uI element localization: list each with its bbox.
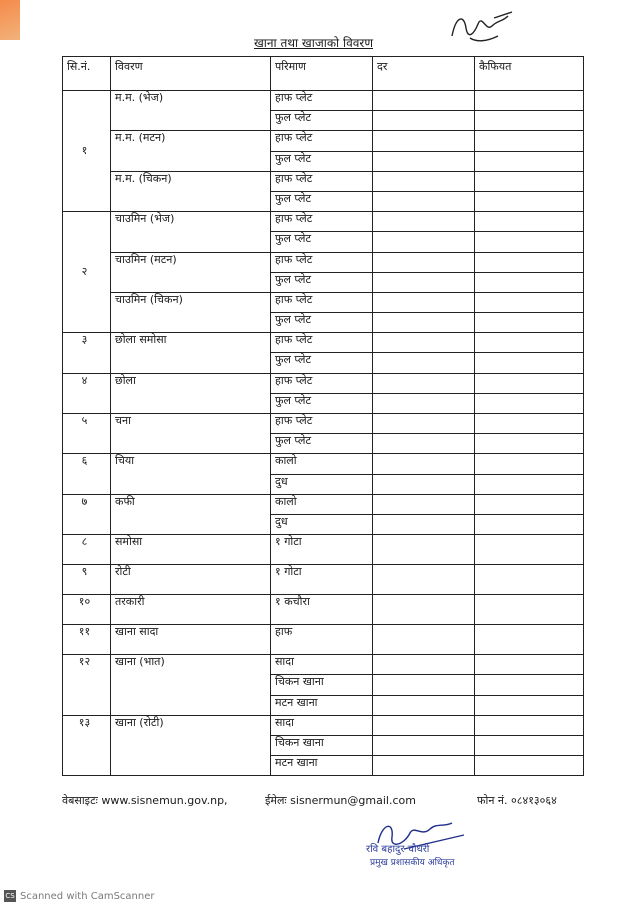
rate-cell	[373, 565, 475, 595]
remarks-cell	[475, 151, 584, 171]
rate-cell	[373, 111, 475, 131]
remarks-cell	[475, 565, 584, 595]
serial-cell: ११	[63, 625, 111, 655]
table-row	[63, 535, 584, 565]
rate-cell	[373, 434, 475, 454]
table-row	[63, 655, 584, 675]
serial-cell: १	[63, 91, 111, 212]
remarks-cell	[475, 131, 584, 151]
serial-cell: ३	[63, 333, 111, 373]
quantity-cell: फुल प्लेट	[271, 232, 373, 252]
item-cell: म.म. (मटन)	[111, 131, 271, 171]
item-cell: खाना (भात)	[111, 655, 271, 716]
item-cell: छोला	[111, 373, 271, 413]
item-cell: म.म. (चिकन)	[111, 171, 271, 211]
quantity-cell: १ गोटा	[271, 565, 373, 595]
quantity-cell: दुध	[271, 514, 373, 534]
table-row	[63, 292, 584, 312]
quantity-cell: फुल प्लेट	[271, 393, 373, 413]
item-cell: चना	[111, 414, 271, 454]
table-row	[63, 212, 584, 232]
rate-cell	[373, 535, 475, 565]
serial-cell: १२	[63, 655, 111, 716]
table-row	[63, 414, 584, 434]
item-cell: खाना (रोटी)	[111, 715, 271, 776]
remarks-cell	[475, 535, 584, 565]
remarks-cell	[475, 212, 584, 232]
serial-cell: १३	[63, 715, 111, 776]
remarks-cell	[475, 91, 584, 111]
quantity-cell: हाफ प्लेट	[271, 171, 373, 191]
remarks-cell	[475, 191, 584, 211]
official-signature-stamp	[360, 815, 490, 875]
table-row	[63, 373, 584, 393]
rate-cell	[373, 454, 475, 474]
quantity-cell: दुध	[271, 474, 373, 494]
rate-cell	[373, 131, 475, 151]
header-rate: दर	[373, 57, 475, 91]
rate-cell	[373, 151, 475, 171]
remarks-cell	[475, 232, 584, 252]
quantity-cell: चिकन खाना	[271, 675, 373, 695]
quantity-cell: चिकन खाना	[271, 735, 373, 755]
remarks-cell	[475, 454, 584, 474]
remarks-cell	[475, 474, 584, 494]
quantity-cell: हाफ	[271, 625, 373, 655]
serial-cell: २	[63, 212, 111, 333]
rate-cell	[373, 373, 475, 393]
quantity-cell: फुल प्लेट	[271, 191, 373, 211]
footer-website: वेबसाइटः www.sisnemun.gov.np,	[62, 794, 228, 807]
rate-cell	[373, 474, 475, 494]
table-row	[63, 625, 584, 655]
remarks-cell	[475, 675, 584, 695]
item-cell: चाउमिन (भेज)	[111, 212, 271, 252]
rate-cell	[373, 232, 475, 252]
header-remarks: कैफियत	[475, 57, 584, 91]
remarks-cell	[475, 373, 584, 393]
remarks-cell	[475, 514, 584, 534]
scanner-watermark	[4, 890, 155, 902]
serial-cell: ५	[63, 414, 111, 454]
quantity-cell: हाफ प्लेट	[271, 373, 373, 393]
rate-cell	[373, 313, 475, 333]
rate-cell	[373, 735, 475, 755]
quantity-cell: हाफ प्लेट	[271, 333, 373, 353]
rate-cell	[373, 272, 475, 292]
serial-cell: ९	[63, 565, 111, 595]
rate-cell	[373, 655, 475, 675]
table-row	[63, 91, 584, 111]
officer-title: प्रमुख प्रशासकीय अधिकृत	[370, 858, 455, 868]
table-row	[63, 565, 584, 595]
item-cell: चिया	[111, 454, 271, 494]
item-cell: रोटी	[111, 565, 271, 595]
quantity-cell: कालो	[271, 454, 373, 474]
camscanner-logo-icon: CS	[5, 892, 15, 900]
rate-cell	[373, 393, 475, 413]
remarks-cell	[475, 171, 584, 191]
rate-cell	[373, 292, 475, 312]
rate-cell	[373, 625, 475, 655]
quantity-cell: मटन खाना	[271, 695, 373, 715]
rate-cell	[373, 171, 475, 191]
quantity-cell: हाफ प्लेट	[271, 252, 373, 272]
table-row	[63, 595, 584, 625]
table-row	[63, 131, 584, 151]
remarks-cell	[475, 434, 584, 454]
serial-cell: ६	[63, 454, 111, 494]
header-item: विवरण	[111, 57, 271, 91]
quantity-cell: फुल प्लेट	[271, 272, 373, 292]
rate-cell	[373, 514, 475, 534]
quantity-cell: हाफ प्लेट	[271, 212, 373, 232]
footer-email: ईमेलः sisnermun@gmail.com	[265, 794, 416, 807]
serial-cell: ८	[63, 535, 111, 565]
item-cell: चाउमिन (चिकन)	[111, 292, 271, 332]
quantity-cell: फुल प्लेट	[271, 313, 373, 333]
remarks-cell	[475, 595, 584, 625]
table-row	[63, 252, 584, 272]
quantity-cell: फुल प्लेट	[271, 434, 373, 454]
watermark-text: Scanned with CamScanner	[20, 891, 155, 902]
item-cell: चाउमिन (मटन)	[111, 252, 271, 292]
rate-cell	[373, 91, 475, 111]
quantity-cell: हाफ प्लेट	[271, 91, 373, 111]
item-cell: म.म. (भेज)	[111, 91, 271, 131]
remarks-cell	[475, 715, 584, 735]
rate-cell	[373, 333, 475, 353]
rate-cell	[373, 675, 475, 695]
remarks-cell	[475, 655, 584, 675]
table-row	[63, 454, 584, 474]
rate-cell	[373, 212, 475, 232]
item-cell: खाना सादा	[111, 625, 271, 655]
remarks-cell	[475, 494, 584, 514]
quantity-cell: सादा	[271, 655, 373, 675]
serial-cell: ७	[63, 494, 111, 534]
item-cell: छोला समोसा	[111, 333, 271, 373]
table-row	[63, 715, 584, 735]
remarks-cell	[475, 625, 584, 655]
rate-cell	[373, 414, 475, 434]
table-row	[63, 333, 584, 353]
remarks-cell	[475, 111, 584, 131]
item-cell: तरकारी	[111, 595, 271, 625]
table-row	[63, 171, 584, 191]
remarks-cell	[475, 393, 584, 413]
remarks-cell	[475, 414, 584, 434]
serial-cell: १०	[63, 595, 111, 625]
quantity-cell: फुल प्लेट	[271, 353, 373, 373]
item-cell: समोसा	[111, 535, 271, 565]
remarks-cell	[475, 353, 584, 373]
serial-cell: ४	[63, 373, 111, 413]
rate-cell	[373, 191, 475, 211]
table-header-row	[63, 57, 584, 91]
rate-cell	[373, 494, 475, 514]
quantity-cell: मटन खाना	[271, 756, 373, 776]
header-quantity: परिमाण	[271, 57, 373, 91]
remarks-cell	[475, 313, 584, 333]
header-serial: सि.नं.	[63, 57, 111, 91]
rate-cell	[373, 756, 475, 776]
rate-cell	[373, 695, 475, 715]
remarks-cell	[475, 695, 584, 715]
document-title: खाना तथा खाजाको विवरण	[253, 36, 374, 50]
quantity-cell: हाफ प्लेट	[271, 292, 373, 312]
remarks-cell	[475, 252, 584, 272]
quantity-cell: १ गोटा	[271, 535, 373, 565]
footer-phone: फोन नं. ०८४१३०६४	[477, 794, 557, 807]
remarks-cell	[475, 756, 584, 776]
quantity-cell: फुल प्लेट	[271, 111, 373, 131]
item-cell: कफी	[111, 494, 271, 534]
remarks-cell	[475, 292, 584, 312]
rate-cell	[373, 252, 475, 272]
table-row	[63, 494, 584, 514]
food-menu-table	[62, 56, 584, 776]
quantity-cell: फुल प्लेट	[271, 151, 373, 171]
officer-name: रवि बहादुर चौधरी	[366, 844, 430, 855]
rate-cell	[373, 353, 475, 373]
quantity-cell: हाफ प्लेट	[271, 414, 373, 434]
quantity-cell: कालो	[271, 494, 373, 514]
rate-cell	[373, 715, 475, 735]
remarks-cell	[475, 272, 584, 292]
remarks-cell	[475, 333, 584, 353]
quantity-cell: १ कचौरा	[271, 595, 373, 625]
rate-cell	[373, 595, 475, 625]
quantity-cell: सादा	[271, 715, 373, 735]
remarks-cell	[475, 735, 584, 755]
quantity-cell: हाफ प्लेट	[271, 131, 373, 151]
